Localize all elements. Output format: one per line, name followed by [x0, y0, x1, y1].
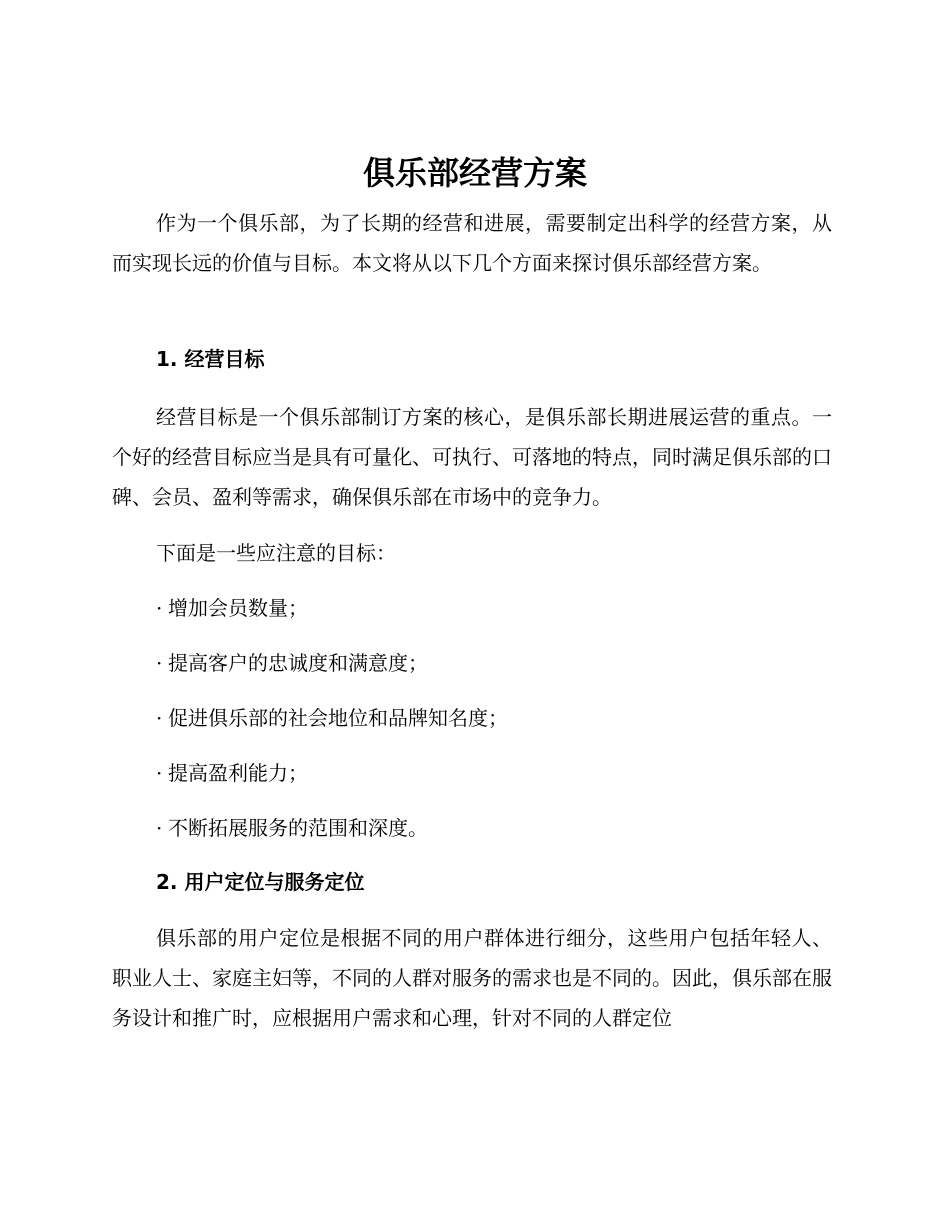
section-2-paragraph: 俱乐部的用户定位是根据不同的用户群体进行细分，这些用户包括年轻人、职业人士、家庭主妇等，不同的人群对服务的需求也是不同的。因此，俱乐部在服务设计和推广时，应根据用户需求和心理，针对不同的人群定位 — [112, 926, 832, 1030]
bullet-icon: · — [156, 596, 163, 620]
list-item — [156, 593, 308, 623]
list-item — [156, 703, 508, 733]
list-item-text: 增加会员数量； — [168, 596, 308, 620]
list-item — [156, 813, 428, 843]
list-item-text: 促进俱乐部的社会地位和品牌知名度； — [168, 706, 508, 730]
list-item-text: 提高客户的忠诚度和满意度； — [168, 651, 428, 675]
section-1-paragraph: 经营目标是一个俱乐部制订方案的核心，是俱乐部长期进展运营的重点。一个好的经营目标应当是具有可量化、可执行、可落地的特点，同时满足俱乐部的口碑、会员、盈利等需求，确保俱乐部在市场中的竞争力。 — [112, 405, 832, 509]
bullet-icon: · — [156, 816, 163, 840]
list-item — [156, 648, 428, 678]
bullet-icon: · — [156, 706, 163, 730]
document-title: 俱乐部经营方案 — [362, 154, 587, 192]
list-item — [156, 758, 308, 788]
goals-list-intro: 下面是一些应注意的目标： — [156, 541, 396, 565]
bullet-icon: · — [156, 761, 163, 785]
list-item-text: 不断拓展服务的范围和深度。 — [168, 816, 428, 840]
section-2-heading: 2. 用户定位与服务定位 — [156, 870, 365, 894]
section-1-heading: 1. 经营目标 — [156, 347, 265, 371]
bullet-icon: · — [156, 651, 163, 675]
intro-paragraph: 作为一个俱乐部，为了长期的经营和进展，需要制定出科学的经营方案，从而实现长远的价值与目标。本文将从以下几个方面来探讨俱乐部经营方案。 — [112, 211, 832, 275]
list-item-text: 提高盈利能力； — [168, 761, 308, 785]
